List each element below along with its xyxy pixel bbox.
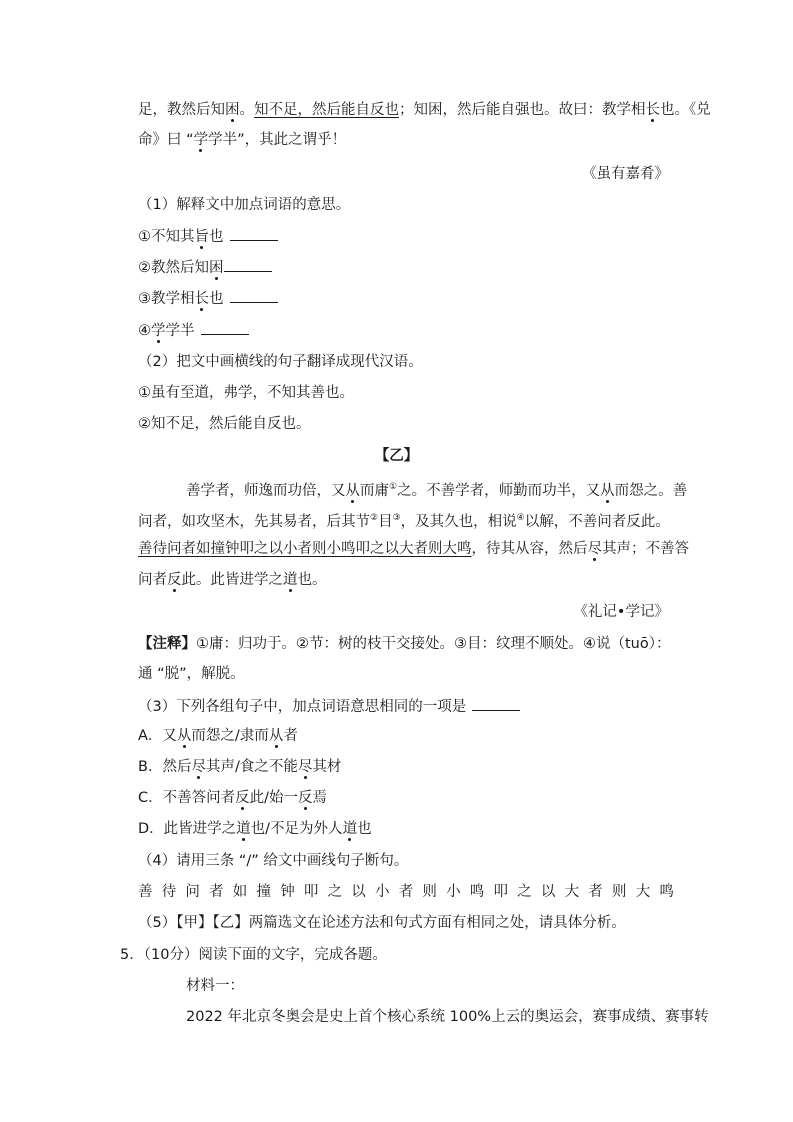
answer-blank[interactable]	[224, 257, 272, 272]
dotted-word: 从	[345, 482, 360, 499]
dotted-word: 尽	[297, 759, 313, 775]
question-1-item-2: ②教然后知困	[138, 257, 272, 278]
dotted-word: 从	[268, 728, 284, 744]
passage-yi-heading: 【乙】	[374, 448, 419, 464]
question-1-item-3: ③教学相长也	[138, 288, 278, 309]
dotted-word: 尽	[191, 759, 206, 775]
note-marker: ②	[370, 513, 379, 523]
dotted-word: 从	[600, 482, 615, 499]
answer-blank[interactable]	[230, 226, 278, 241]
underlined-sentence: 善待问者如撞钟叩之以小者则小鸣叩之以大者则大鸣	[138, 541, 472, 557]
question-1-item-4: ④学学半	[138, 320, 249, 341]
dotted-word: 道	[342, 821, 358, 837]
answer-blank[interactable]	[201, 320, 249, 335]
question-2-sentence-1: ①虽有至道，弗学，不知其善也。	[138, 385, 354, 401]
dotted-word: 学	[151, 323, 166, 339]
note-marker: ④	[516, 513, 525, 523]
dotted-word: 长	[645, 102, 660, 118]
material-text-line-1: 2022 年北京冬奥会是史上首个核心系统 100%上云的奥运会，赛事成绩、赛事转	[186, 1009, 709, 1025]
question-4-stem: （4）请用三条 “/” 给文中画线句子断句。	[138, 853, 409, 869]
answer-blank[interactable]	[230, 288, 278, 303]
dotted-word: 旨	[194, 229, 209, 245]
dotted-word: 反	[235, 790, 250, 806]
dotted-word: 反	[167, 572, 182, 588]
dotted-word: 道	[236, 821, 251, 837]
dotted-word: 尽	[587, 541, 602, 557]
annotation-line-1: 【注释】①庸：归功于。②节：树的枝干交接处。③目：纹理不顺处。④说（tuō）：	[138, 636, 671, 652]
passage-yi-line-1: 善学者，师逸而功倍，又从而庸①之。不善学者，师勤而功半，又从而怨之。善	[186, 482, 688, 499]
question-4-sentence: 善待问者如撞钟叩之以小者则小鸣叩之以大者则大鸣	[138, 884, 684, 900]
question-3-option-b[interactable]: B．然后尽其声/食之不能尽其材	[138, 759, 342, 775]
question-2-stem: （2）把文中画横线的句子翻译成现代汉语。	[138, 354, 423, 370]
underlined-sentence: 知不足，然后能自反也	[254, 102, 399, 118]
annotation-line-2: 通 “脱”，解脱。	[138, 666, 245, 682]
dotted-word: 学	[193, 132, 209, 148]
question-1-stem: （1）解释文中加点词语的意思。	[138, 197, 351, 213]
question-next-stem: 5．（10分）阅读下面的文字，完成各题。	[120, 947, 387, 963]
note-marker: ③	[392, 513, 401, 523]
dotted-word: 长	[194, 291, 209, 307]
question-3-stem: （3）下列各组句子中，加点词语意思相同的一项是	[138, 696, 520, 717]
question-1-item-1: ①不知其旨也	[138, 226, 278, 247]
dotted-word: 困	[225, 102, 240, 118]
passage-yi-line-4: 问者反此。此皆进学之道也。	[138, 572, 327, 588]
question-5-stem: （5）【甲】【乙】两篇选文在论述方法和句式方面有相同之处，请具体分析。	[138, 915, 626, 931]
question-2-sentence-2: ②知不足，然后能自反也。	[138, 416, 311, 432]
dotted-word: 道	[283, 572, 298, 588]
dotted-word: 困	[209, 260, 224, 276]
question-3-option-d[interactable]: D．此皆进学之道也/不足为外人道也	[138, 821, 372, 837]
note-marker: ①	[389, 482, 398, 492]
material-label: 材料一：	[186, 978, 244, 994]
dotted-word: 从	[176, 728, 192, 744]
passage-jia-source: 《虽有嘉肴》	[582, 166, 669, 182]
answer-blank[interactable]	[472, 696, 520, 711]
dotted-word: 反	[298, 790, 313, 806]
passage-yi-source: 《礼记•学记》	[573, 604, 669, 620]
passage-jia-line-2: 命》曰 “学学半”，其此之谓乎！	[138, 132, 347, 148]
passage-jia-line-1: 足，教然后知困。知不足，然后能自反也；知困，然后能自强也。故曰：教学相长也。《兑	[138, 102, 711, 118]
question-3-option-c[interactable]: C．不善答问者反此/始一反焉	[138, 790, 328, 806]
question-3-option-a[interactable]: A．又从而怨之/隶而从者	[138, 728, 298, 744]
passage-yi-line-3: 善待问者如撞钟叩之以小者则小鸣叩之以大者则大鸣，待其从容，然后尽其声；不善答	[138, 541, 689, 557]
passage-yi-line-2: 问者，如攻坚木，先其易者，后其节②目③，及其久也，相说④以解，不善问者反此。	[138, 513, 670, 530]
